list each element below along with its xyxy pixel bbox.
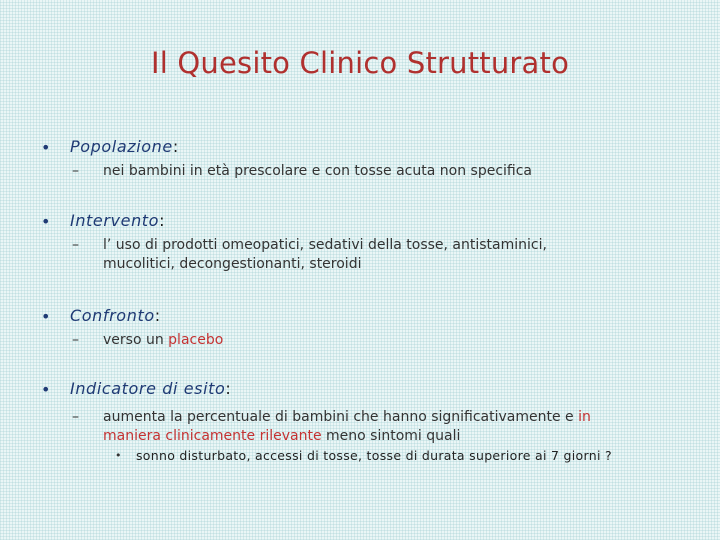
dash-icon: – xyxy=(72,409,79,425)
highlight-clinically-relevant: maniera clinicamente rilevante xyxy=(103,428,322,444)
subsub-text: sonno disturbato, accessi di tosse, tosse di durata superiore ai 7 giorni ? xyxy=(136,448,612,463)
bullet-intervento xyxy=(0,210,720,272)
slide-title: Il Quesito Clinico Strutturato xyxy=(150,46,570,80)
sub-text-tail: meno sintomi quali xyxy=(321,428,461,444)
sub-text-line-2: mucolitici, decongestionanti, steroidi xyxy=(103,256,362,272)
sub-text-plain: verso un xyxy=(103,332,169,348)
bullet-heading xyxy=(70,136,179,158)
bullet-term: Indicatore di esito xyxy=(70,379,226,398)
dash-icon: – xyxy=(72,237,79,253)
sub-text xyxy=(103,331,683,350)
highlight-placebo: placebo xyxy=(168,332,224,348)
bullet-dot-icon: • xyxy=(41,212,51,231)
bullet-confronto xyxy=(0,305,720,348)
bullet-heading xyxy=(70,378,231,400)
bullet-dot-icon: • xyxy=(41,138,51,157)
bullet-colon: : xyxy=(172,137,179,156)
bullet-popolazione xyxy=(0,136,720,179)
bullet-colon: : xyxy=(159,211,166,230)
bullet-heading xyxy=(70,305,161,327)
dash-icon: – xyxy=(72,332,79,348)
sub-text xyxy=(103,408,683,446)
bullet-dot-icon: • xyxy=(41,307,51,326)
sub-text: nei bambini in età prescolare e con tosse acuta non specifica xyxy=(103,163,533,179)
sub-text xyxy=(103,236,683,274)
bullet-colon: : xyxy=(225,379,232,398)
bullet-colon: : xyxy=(154,306,161,325)
bullet-term: Confronto xyxy=(70,306,155,325)
sub-text-plain: aumenta la percentuale di bambini che hanno significativamente e xyxy=(103,409,579,425)
bullet-term: Popolazione xyxy=(70,137,173,156)
bullet-dot-icon: • xyxy=(41,380,51,399)
small-bullet-icon: • xyxy=(115,449,122,462)
sub-text-line-1: l’ uso di prodotti omeopatici, sedativi della tosse, antistaminici, xyxy=(103,237,547,253)
bullet-heading xyxy=(70,210,165,232)
bullet-indicatore-di-esito xyxy=(0,378,720,463)
dash-icon: – xyxy=(72,163,79,179)
bullet-term: Intervento xyxy=(70,211,160,230)
highlight-in: in xyxy=(578,409,591,425)
